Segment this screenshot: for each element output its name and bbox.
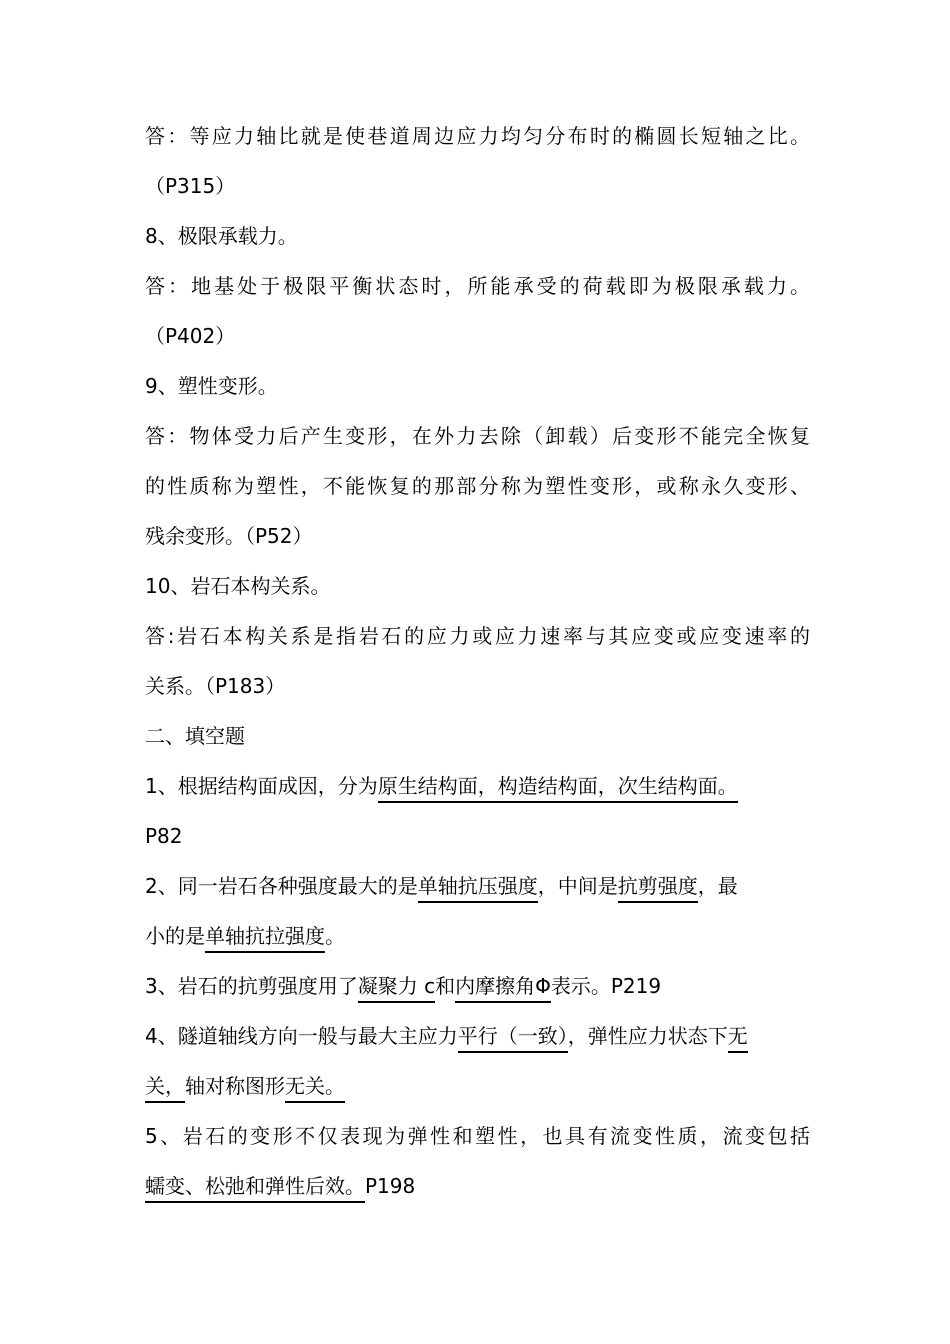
fill-q3-text-post: 表示。P219	[550, 974, 662, 998]
page-ref-p315: （P315）	[145, 174, 236, 198]
answer-line-10a: 答:岩石本构关系是指岩石的应力或应力速率与其应变或应变速率的	[145, 624, 810, 648]
fill-q2-text: 2、同一岩石各种强度最大的是	[145, 874, 418, 898]
fill-q4-answer-2b: 关，	[145, 1074, 185, 1103]
fill-q5-page-ref: P198	[365, 1174, 416, 1198]
fill-question-5: 5、岩石的变形不仅表现为弹性和塑性，也具有流变性质，流变包括	[145, 1124, 810, 1148]
fill-question-3	[145, 969, 810, 1003]
fill-q3-answer-1: 凝聚力 c	[358, 974, 435, 1003]
fill-q4-text-mid: ，弹性应力状态下	[567, 1024, 728, 1048]
fill-question-5-cont	[145, 1169, 810, 1203]
fill-q4-answer-3: 无关。	[285, 1074, 345, 1103]
fill-q3-text-mid: 和	[435, 974, 456, 998]
fill-q2-end: 。	[325, 924, 345, 948]
fill-question-4	[145, 1019, 810, 1053]
fill-question-4-cont	[145, 1069, 810, 1103]
fill-q2-answer-1: 单轴抗压强度	[418, 874, 538, 903]
section-heading-fill-blank: 二、填空题	[145, 724, 245, 748]
answer-line-10b: 关系。（P183）	[145, 674, 286, 698]
fill-q1-page-ref: P82	[145, 824, 183, 848]
question-8-title: 8、极限承载力。	[145, 224, 298, 248]
fill-q2-answer-2: 抗剪强度	[618, 874, 698, 903]
fill-question-1	[145, 769, 810, 803]
fill-q4-answer-1: 平行（一致）	[458, 1024, 568, 1053]
answer-line-9c: 残余变形。（P52）	[145, 524, 313, 548]
fill-q3-text: 3、岩石的抗剪强度用了	[145, 974, 358, 998]
fill-q2-text-mid: ，中间是	[537, 874, 618, 898]
answer-line-9b: 的性质称为塑性，不能恢复的那部分称为塑性变形，或称永久变形、	[145, 474, 810, 498]
fill-q2-text-2: 小的是	[145, 924, 205, 948]
fill-q1-text: 1、根据结构面成因，分为	[145, 774, 378, 798]
fill-question-2-cont	[145, 919, 810, 953]
fill-question-2	[145, 869, 810, 903]
fill-q4-text-mid2: 轴对称图形	[185, 1074, 285, 1098]
fill-q4-text: 4、隧道轴线方向一般与最大主应力	[145, 1024, 458, 1048]
question-9-title: 9、塑性变形。	[145, 374, 278, 398]
answer-line-8a: 答：地基处于极限平衡状态时，所能承受的荷载即为极限承载力。	[145, 274, 810, 298]
answer-line-9a: 答：物体受力后产生变形，在外力去除（卸载）后变形不能完全恢复	[145, 424, 810, 448]
answer-line-7a: 答：等应力轴比就是使巷道周边应力均匀分布时的椭圆长短轴之比。	[145, 124, 810, 148]
page-ref-p402: （P402）	[145, 324, 236, 348]
question-10-title: 10、岩石本构关系。	[145, 574, 331, 598]
fill-q5-answer: 蠕变、松弛和弹性后效。	[145, 1174, 365, 1203]
fill-q3-answer-2: 内摩擦角Φ	[455, 974, 551, 1003]
fill-q2-text-post: ，最	[697, 874, 738, 898]
fill-q4-answer-2a: 无	[728, 1024, 748, 1053]
fill-q2-answer-3: 单轴抗拉强度	[205, 924, 325, 953]
fill-q1-answer: 原生结构面，构造结构面，次生结构面。	[378, 774, 738, 803]
